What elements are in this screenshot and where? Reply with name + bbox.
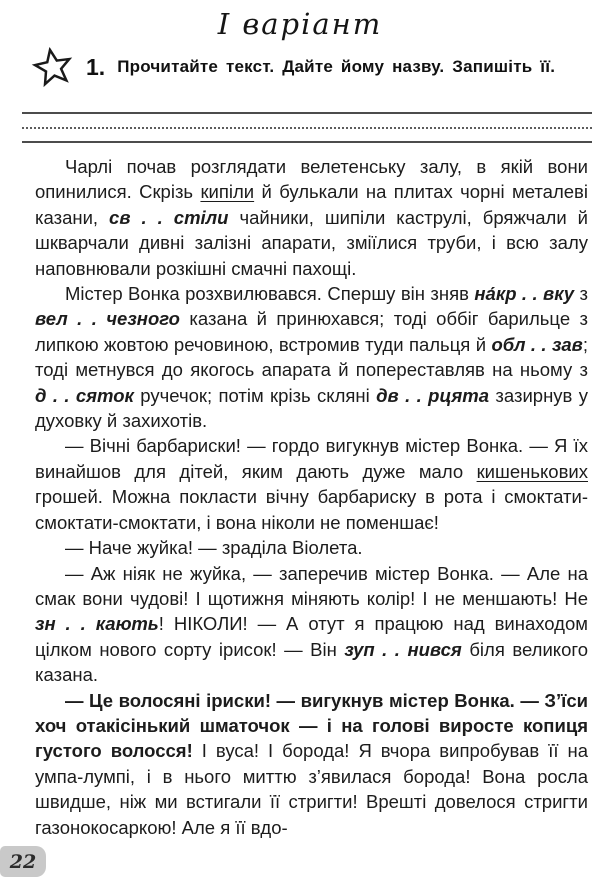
task-number: 1. — [86, 53, 106, 80]
answer-line[interactable] — [22, 100, 592, 114]
paragraph: — Наче жуйка! — зраділа Віолета. — [65, 537, 363, 559]
page-number-badge — [0, 846, 46, 877]
text-passage — [35, 154, 588, 840]
star-outline-icon — [32, 47, 74, 87]
variant-title: І варіант — [217, 7, 383, 41]
task-header — [0, 47, 600, 87]
paragraph: — Вічні барбариски! — гордо вигукнув містер Вонка. — Я їх винайшов для дітей, яким дають дуже мало кишенькових грошей. Можна покласти вічну барбариску в рота і смоктати-смоктати-смоктати, і вона ніколи не поменшає! — [35, 435, 588, 533]
answer-lines[interactable] — [22, 100, 592, 143]
page-number: 22 — [9, 850, 37, 873]
paragraph: Чарлі почав розглядати велетенську залу, в якій вони опинилися. Скрізь кипіли й булькали на плитах чорні металеві казани, св . . стіли чайники, шипіли каструлі, бряжчали й шкварчали дивні залізні апарати, зміїлися труби, і всю залу наповнювали розкішні смачні пахощі. — [35, 156, 588, 279]
paragraph: — Аж ніяк не жуйка, — заперечив містер Вонка. — Але на смак вони чудові! І щотижня міняють колір! І не меншають! Не зн . . кають! НІКОЛИ! — А отут я працюю над винаходом цілком нового сорту ірисок! — Він зуп . . нився біля великого казана. — [35, 562, 588, 686]
answer-line[interactable] — [22, 114, 592, 129]
answer-line[interactable] — [22, 129, 592, 143]
paragraph: Містер Вонка розхвилювався. Спершу він зняв на́кр . . вку з вел . . чезного казана й принюхався; тоді оббіг барильце з липкою жовтою речовиною, встромив туди пальця й обл . . зав; тоді метнувся до якогось апарата й попереставляв на ньому з д . . сяток ручечок; потім крізь скляні дв . . рцята зазирнув у духовку й захихотів. — [35, 283, 589, 432]
task-instruction: Прочитайте текст. Дайте йому назву. Запишіть її. — [117, 57, 556, 76]
paragraph: — Це волосяні іриски! — вигукнув містер Вонка. — З’їси хоч отакісінький шматочок — і на голові виросте копиця густого волосся! І вуса! І борода! Я вчора випробував її на умпа-лумпі, і в нього миттю з’явилася борода! Вона росла швидше, ніж ми встигали її стригти! Врешті довелося стригти газонокосаркою! Але я її вдо- — [35, 689, 588, 838]
